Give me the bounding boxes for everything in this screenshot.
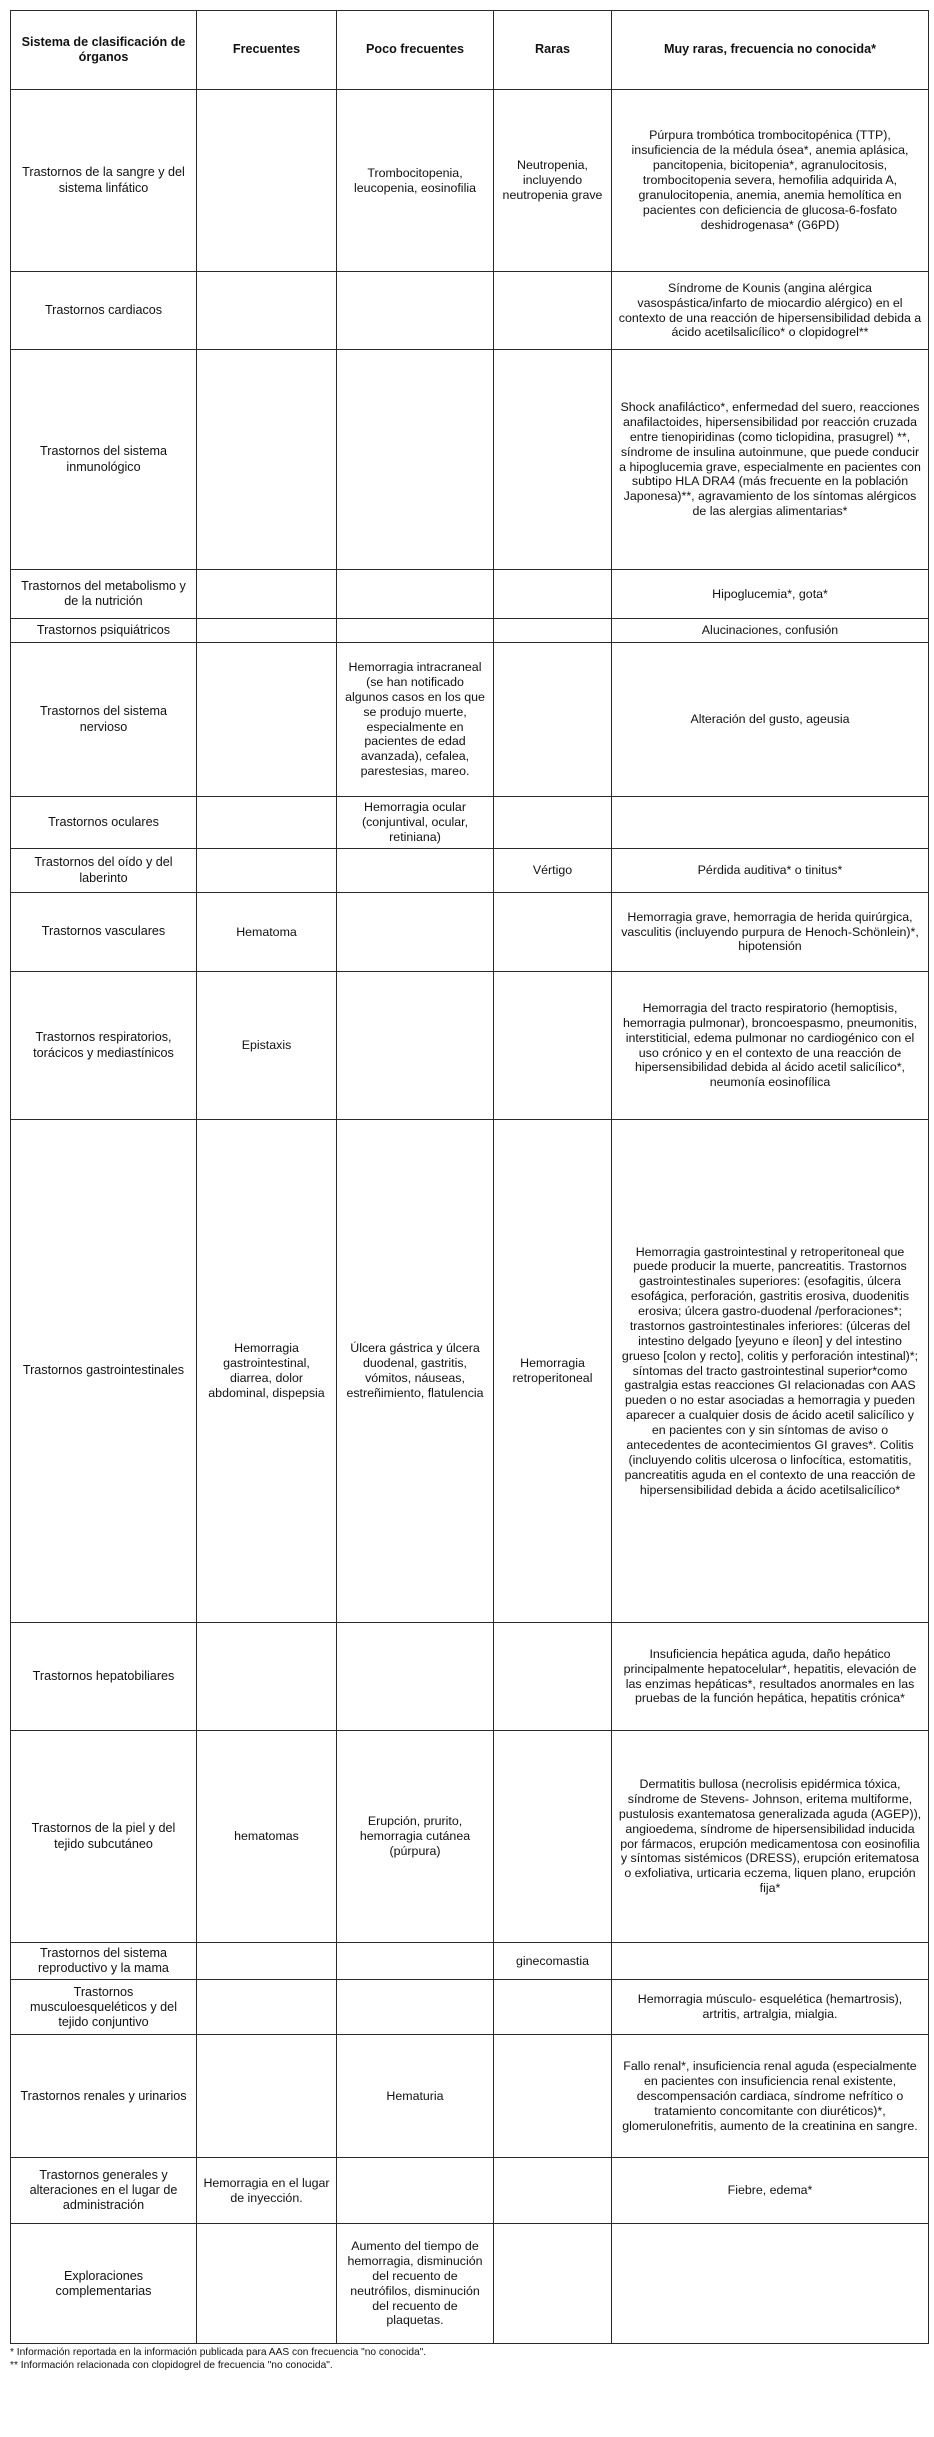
- uncommon-cell: [337, 972, 494, 1120]
- table-row: [11, 849, 929, 893]
- rare-cell: [494, 2035, 612, 2158]
- rare-cell: [494, 619, 612, 643]
- rare-cell: [494, 797, 612, 849]
- very-rare-cell: Púrpura trombótica trombocitopénica (TTP), insuficiencia de la médula ósea*, anemia aplásica, pancitopenia, bicitopenia*, agranulocitosis, trombocitopenia severa, hemofilia adquirida A, granulocitopenia, anemia, anemia hemolítica en pacientes con deficiencia de glucosa-6-fosfato deshidrogenasa* (G6PD): [612, 90, 929, 272]
- organ-cell: Trastornos del metabolismo y de la nutrición: [11, 570, 197, 619]
- organ-cell: Trastornos hepatobiliares: [11, 1623, 197, 1731]
- uncommon-cell: [337, 570, 494, 619]
- uncommon-cell: Trombocitopenia, leucopenia, eosinofilia: [337, 90, 494, 272]
- frequent-cell: [197, 797, 337, 849]
- table-row: [11, 350, 929, 570]
- frequent-cell: Hematoma: [197, 893, 337, 972]
- table-row: [11, 1731, 929, 1943]
- table-row: [11, 1980, 929, 2035]
- rare-cell: Vértigo: [494, 849, 612, 893]
- very-rare-cell: [612, 1943, 929, 1980]
- uncommon-cell: [337, 1943, 494, 1980]
- uncommon-cell: [337, 1623, 494, 1731]
- uncommon-cell: [337, 2158, 494, 2224]
- organ-cell: Trastornos de la piel y del tejido subcutáneo: [11, 1731, 197, 1943]
- adverse-reactions-table: [10, 10, 929, 2344]
- rare-cell: [494, 972, 612, 1120]
- very-rare-cell: Hemorragia músculo- esquelética (hemartrosis), artritis, artralgia, mialgia.: [612, 1980, 929, 2035]
- table-row: [11, 570, 929, 619]
- header-frequent: Frecuentes: [197, 11, 337, 90]
- very-rare-cell: Síndrome de Kounis (angina alérgica vasospástica/infarto de miocardio alérgico) en el contexto de una reacción de hipersensibilidad debida a ácido acetilsalicílico* o clopidogrel**: [612, 272, 929, 350]
- organ-cell: Trastornos de la sangre y del sistema linfático: [11, 90, 197, 272]
- rare-cell: [494, 2224, 612, 2344]
- frequent-cell: [197, 1623, 337, 1731]
- frequent-cell: [197, 2224, 337, 2344]
- header-organ-system: Sistema de clasificación de órganos: [11, 11, 197, 90]
- uncommon-cell: Aumento del tiempo de hemorragia, disminución del recuento de neutrófilos, disminución del recuento de plaquetas.: [337, 2224, 494, 2344]
- very-rare-cell: Hemorragia gastrointestinal y retroperitoneal que puede producir la muerte, pancreatitis. Trastornos gastrointestinales superiores: (esofagitis, úlcera esofágica, perforación, gastritis erosiva, duodenitis erosiva; úlcera gastro-duodenal /perforaciones*; trastornos gastrointestinales inferiores: (úlceras del intestino delgado [yeyuno e íleon] y del intestino grueso [colon y recto], colitis y perforación intestinal)*; síntomas del tracto gastrointestinal superior*como gastralgia estas reacciones GI relacionadas con AAS pueden o no estar asociadas a hemorragia y pueden aparecer a cualquier dosis de ácido acetil salicílico y en pacientes con y sin síntomas de aviso o antecedentes de acontecimientos GI graves*. Colitis (incluyendo colitis ulcerosa o linfocítica, estomatitis, pancreatitis aguda en el contexto de una reacción de hipersensibilidad debida a ácido acetilsalicílico*: [612, 1120, 929, 1623]
- rare-cell: ginecomastia: [494, 1943, 612, 1980]
- organ-cell: Trastornos psiquiátricos: [11, 619, 197, 643]
- organ-cell: Trastornos gastrointestinales: [11, 1120, 197, 1623]
- uncommon-cell: Hematuria: [337, 2035, 494, 2158]
- organ-cell: Trastornos del sistema nervioso: [11, 643, 197, 797]
- table-row: [11, 797, 929, 849]
- rare-cell: [494, 643, 612, 797]
- rare-cell: [494, 893, 612, 972]
- footnotes: [10, 2347, 934, 2373]
- table-row: [11, 1120, 929, 1623]
- organ-cell: Trastornos vasculares: [11, 893, 197, 972]
- very-rare-cell: Insuficiencia hepática aguda, daño hepático principalmente hepatocelular*, hepatitis, elevación de las enzimas hepáticas*, resultados anormales en las pruebas de la función hepática, hepatitis crónica*: [612, 1623, 929, 1731]
- footnote-clopidogrel: ** Información relacionada con clopidogrel de frecuencia "no conocida".: [10, 2359, 333, 2371]
- very-rare-cell: Hemorragia del tracto respiratorio (hemoptisis, hemorragia pulmonar), broncoespasmo, pneumonitis, interstiticial, edema pulmonar no cardiogénico con el uso crónico y en el contexto de una reacción de hipersensibilidad debida al ácido acetil salicílico*, neumonía eosinofílica: [612, 972, 929, 1120]
- organ-cell: Trastornos del sistema inmunológico: [11, 350, 197, 570]
- very-rare-cell: Dermatitis bullosa (necrolisis epidérmica tóxica, síndrome de Stevens- Johnson, eritema multiforme, pustulosis exantematosa generalizada aguda (AGEP)), angioedema, síndrome de hipersensibilidad inducida por fármacos, erupción medicamentosa con eosinofilia y síntomas sistémicos (DRESS), erupción eritematosa o exfoliativa, urticaria eczema, liquen plano, erupción fija*: [612, 1731, 929, 1943]
- uncommon-cell: Hemorragia ocular (conjuntival, ocular, retiniana): [337, 797, 494, 849]
- frequent-cell: [197, 849, 337, 893]
- frequent-cell: hematomas: [197, 1731, 337, 1943]
- table-row: [11, 643, 929, 797]
- very-rare-cell: Fallo renal*, insuficiencia renal aguda (especialmente en pacientes con insuficiencia renal existente, descompensación cardiaca, síndrome nefrítico o tratamiento concomitante con diuréticos)*, glomerulonefritis, aumento de la creatinina en sangre.: [612, 2035, 929, 2158]
- organ-cell: Trastornos del sistema reproductivo y la mama: [11, 1943, 197, 1980]
- header-very-rare: Muy raras, frecuencia no conocida*: [612, 11, 929, 90]
- uncommon-cell: [337, 272, 494, 350]
- footnote-asa: * Información reportada en la información publicada para AAS con frecuencia "no conocida".: [10, 2347, 427, 2359]
- organ-cell: Trastornos musculoesqueléticos y del tejido conjuntivo: [11, 1980, 197, 2035]
- frequent-cell: [197, 90, 337, 272]
- uncommon-cell: [337, 893, 494, 972]
- table-row: [11, 272, 929, 350]
- frequent-cell: Epistaxis: [197, 972, 337, 1120]
- table-row: [11, 2224, 929, 2344]
- rare-cell: [494, 1623, 612, 1731]
- organ-cell: Trastornos renales y urinarios: [11, 2035, 197, 2158]
- very-rare-cell: Alucinaciones, confusión: [612, 619, 929, 643]
- table-row: [11, 619, 929, 643]
- organ-cell: Trastornos oculares: [11, 797, 197, 849]
- rare-cell: [494, 272, 612, 350]
- frequent-cell: [197, 619, 337, 643]
- uncommon-cell: [337, 1980, 494, 2035]
- frequent-cell: Hemorragia en el lugar de inyección.: [197, 2158, 337, 2224]
- frequent-cell: [197, 570, 337, 619]
- frequent-cell: Hemorragia gastrointestinal, diarrea, dolor abdominal, dispepsia: [197, 1120, 337, 1623]
- frequent-cell: [197, 643, 337, 797]
- uncommon-cell: Úlcera gástrica y úlcera duodenal, gastritis, vómitos, náuseas, estreñimiento, flatulencia: [337, 1120, 494, 1623]
- uncommon-cell: [337, 619, 494, 643]
- table-row: [11, 2035, 929, 2158]
- frequent-cell: [197, 272, 337, 350]
- very-rare-cell: Fiebre, edema*: [612, 2158, 929, 2224]
- organ-cell: Trastornos generales y alteraciones en el lugar de administración: [11, 2158, 197, 2224]
- table-row: [11, 1623, 929, 1731]
- table-row: [11, 2158, 929, 2224]
- rare-cell: Hemorragia retroperitoneal: [494, 1120, 612, 1623]
- table-row: [11, 972, 929, 1120]
- very-rare-cell: Shock anafiláctico*, enfermedad del suero, reacciones anafilactoides, hipersensibilidad por reacción cruzada entre tienopiridinas (como ticlopidina, prasugrel) **, síndrome de insulina autoinmune, que puede conducir a hipoglucemia grave, especialmente en pacientes con subtipo HLA DRA4 (más frecuente en la población Japonesa)**, agravamiento de los síntomas alérgicos de las alergias alimentarias*: [612, 350, 929, 570]
- header-rare: Raras: [494, 11, 612, 90]
- frequent-cell: [197, 1980, 337, 2035]
- table-row: [11, 90, 929, 272]
- very-rare-cell: Pérdida auditiva* o tinitus*: [612, 849, 929, 893]
- frequent-cell: [197, 350, 337, 570]
- rare-cell: [494, 1731, 612, 1943]
- header-uncommon: Poco frecuentes: [337, 11, 494, 90]
- frequent-cell: [197, 1943, 337, 1980]
- uncommon-cell: [337, 849, 494, 893]
- rare-cell: Neutropenia, incluyendo neutropenia grave: [494, 90, 612, 272]
- rare-cell: [494, 570, 612, 619]
- uncommon-cell: Hemorragia intracraneal (se han notificado algunos casos en los que se produjo muerte, especialmente en pacientes de edad avanzada), cefalea, parestesias, mareo.: [337, 643, 494, 797]
- uncommon-cell: [337, 350, 494, 570]
- very-rare-cell: [612, 797, 929, 849]
- organ-cell: Trastornos respiratorios, torácicos y mediastínicos: [11, 972, 197, 1120]
- very-rare-cell: Hipoglucemia*, gota*: [612, 570, 929, 619]
- very-rare-cell: Hemorragia grave, hemorragia de herida quirúrgica, vasculitis (incluyendo purpura de Henoch-Schönlein)*, hipotensión: [612, 893, 929, 972]
- table-row: [11, 893, 929, 972]
- rare-cell: [494, 1980, 612, 2035]
- frequent-cell: [197, 2035, 337, 2158]
- very-rare-cell: Alteración del gusto, ageusia: [612, 643, 929, 797]
- rare-cell: [494, 2158, 612, 2224]
- table-row: [11, 1943, 929, 1980]
- organ-cell: Trastornos del oído y del laberinto: [11, 849, 197, 893]
- uncommon-cell: Erupción, prurito, hemorragia cutánea (púrpura): [337, 1731, 494, 1943]
- organ-cell: Trastornos cardiacos: [11, 272, 197, 350]
- rare-cell: [494, 350, 612, 570]
- organ-cell: Exploraciones complementarias: [11, 2224, 197, 2344]
- header-row: [11, 11, 929, 90]
- very-rare-cell: [612, 2224, 929, 2344]
